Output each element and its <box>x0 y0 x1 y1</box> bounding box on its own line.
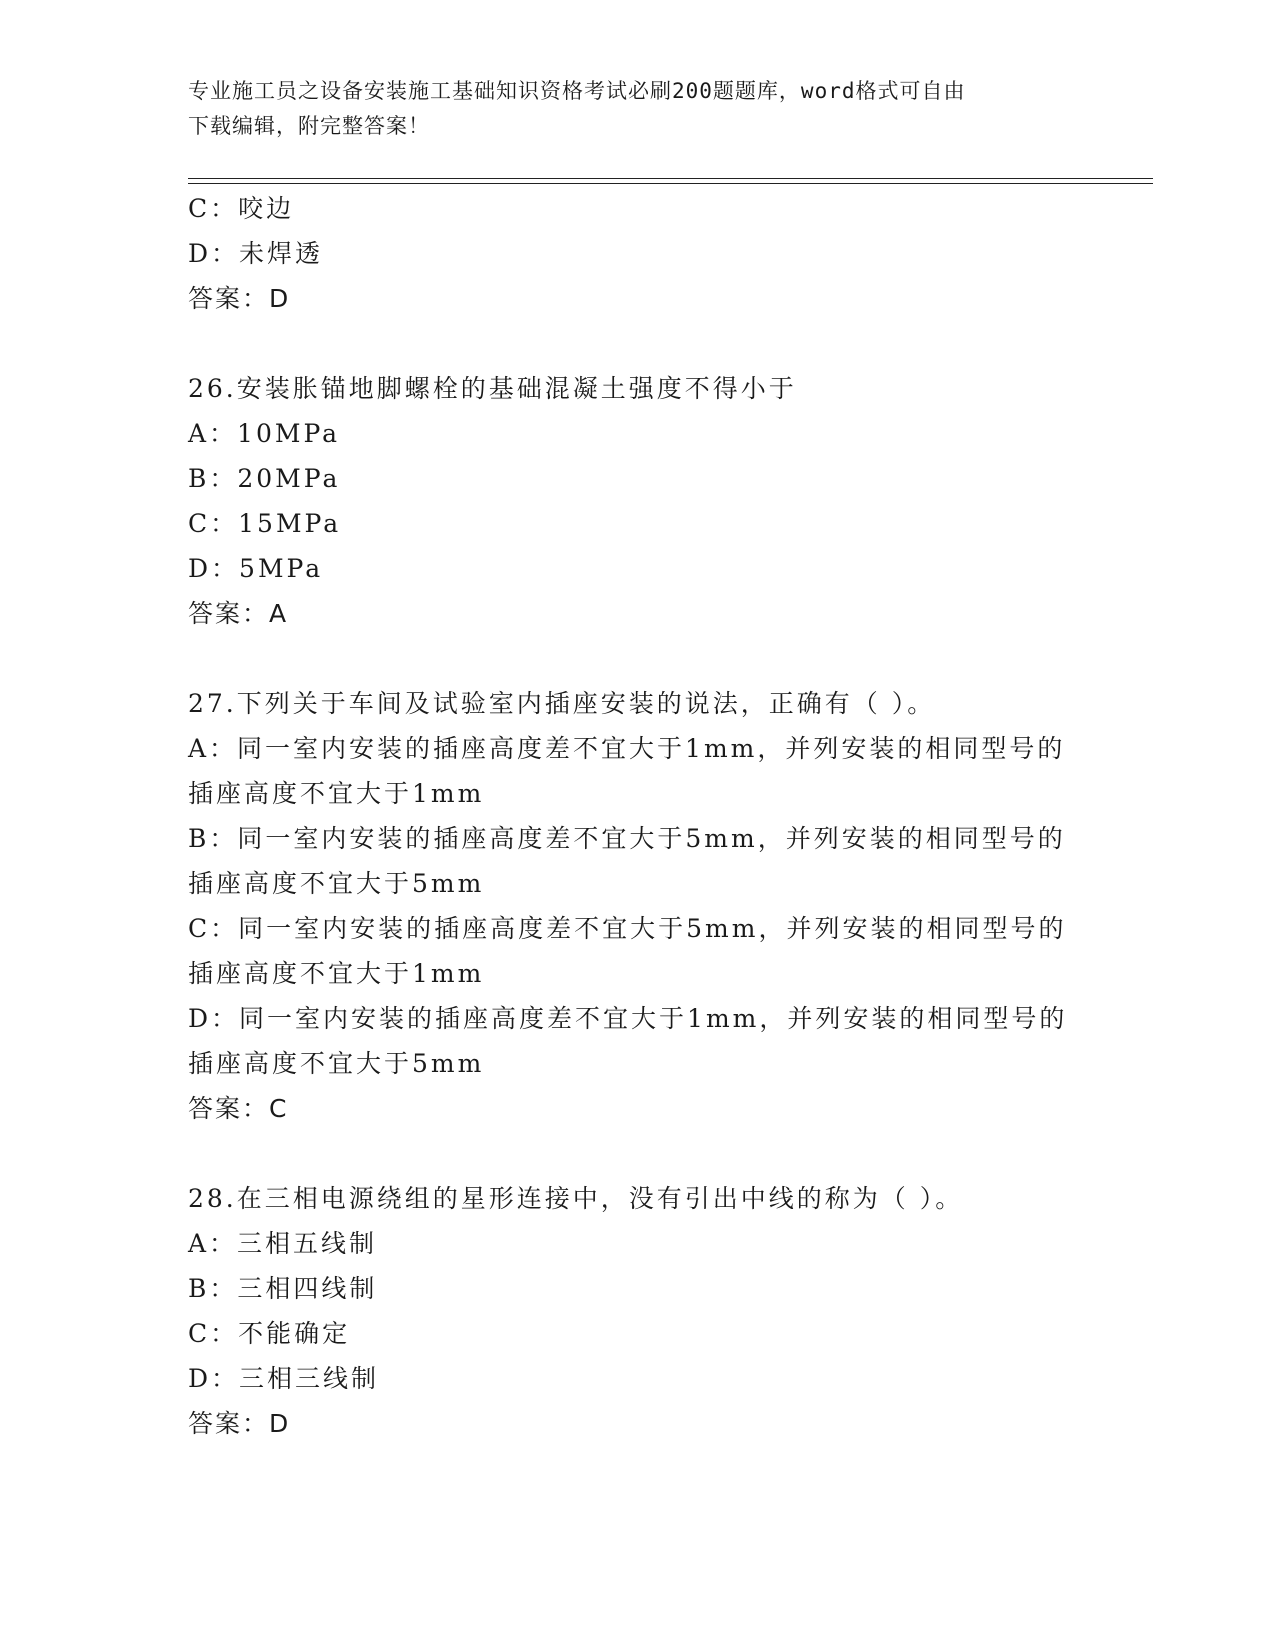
question-26-answer: 答案：A <box>188 599 289 628</box>
question-26-option-a: A：10MPa <box>188 419 341 448</box>
question-26-option-d: D：5MPa <box>188 554 324 583</box>
header-divider-bottom <box>188 183 1153 184</box>
question-26-option-b: B：20MPa <box>188 464 341 493</box>
question-28-stem: 28.在三相电源绕组的星形连接中，没有引出中线的称为（ ）。 <box>188 1184 964 1213</box>
question-28-option-b: B：三相四线制 <box>188 1274 378 1303</box>
question-27-option-b-cont: 插座高度不宜大于5mm <box>188 869 485 898</box>
question-28-option-c: C：不能确定 <box>188 1319 351 1348</box>
question-27-option-d-cont: 插座高度不宜大于5mm <box>188 1049 485 1078</box>
header-title-line-2: 下载编辑，附完整答案！ <box>188 114 430 138</box>
header-title-line-1: 专业施工员之设备安装施工基础知识资格考试必刷200题题库，word格式可自由 <box>188 79 966 103</box>
question-26-stem: 26.安装胀锚地脚螺栓的基础混凝土强度不得小于 <box>188 374 797 403</box>
question-27-option-d: D：同一室内安装的插座高度差不宜大于1mm，并列安装的相同型号的 <box>188 1004 1068 1033</box>
prev-option-d: D：未焊透 <box>188 239 324 268</box>
question-26-option-c: C：15MPa <box>188 509 342 538</box>
question-28-option-a: A：三相五线制 <box>188 1229 378 1258</box>
header-divider-top <box>188 178 1153 179</box>
document-header <box>188 74 1068 144</box>
question-27-stem: 27.下列关于车间及试验室内插座安装的说法，正确有（ ）。 <box>188 689 936 718</box>
question-27-option-c: C：同一室内安装的插座高度差不宜大于5mm，并列安装的相同型号的 <box>188 914 1067 943</box>
question-27-option-b: B：同一室内安装的插座高度差不宜大于5mm，并列安装的相同型号的 <box>188 824 1066 853</box>
prev-option-c: C：咬边 <box>188 194 295 223</box>
prev-answer: 答案：D <box>188 284 291 313</box>
question-27-option-c-cont: 插座高度不宜大于1mm <box>188 959 485 988</box>
question-27-option-a: A：同一室内安装的插座高度差不宜大于1mm，并列安装的相同型号的 <box>188 734 1066 763</box>
question-27-answer: 答案：C <box>188 1094 289 1123</box>
question-28-option-d: D：三相三线制 <box>188 1364 380 1393</box>
question-28-answer: 答案：D <box>188 1409 291 1438</box>
question-27-option-a-cont: 插座高度不宜大于1mm <box>188 779 485 808</box>
